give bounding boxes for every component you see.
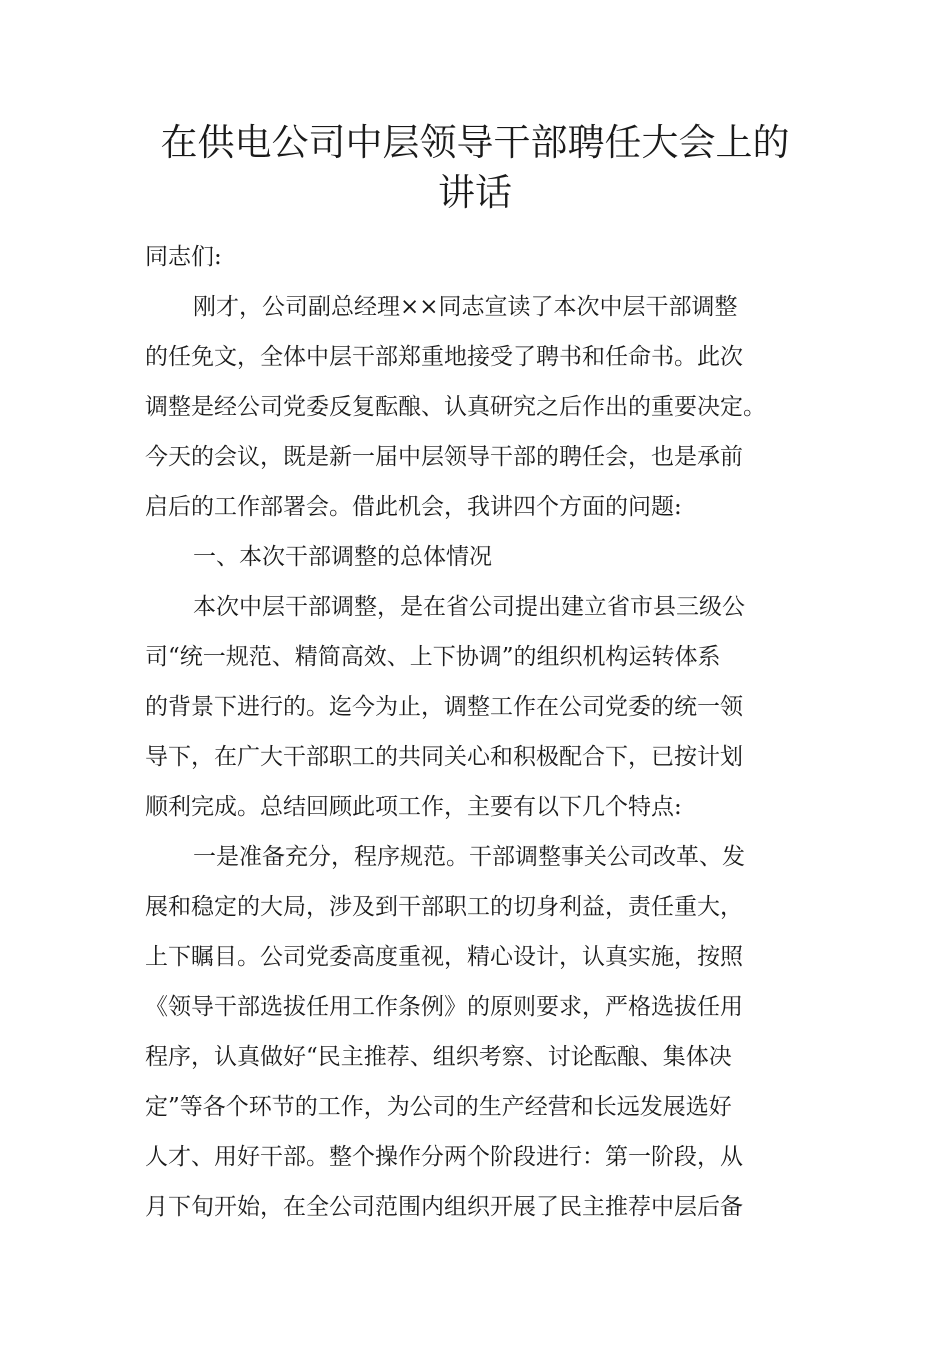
paragraph-line: 刚才，公司副总经理××同志宣读了本次中层干部调整 [193,294,738,320]
paragraph-line: 月下旬开始，在全公司范围内组织开展了民主推荐中层后备 [145,1194,743,1220]
paragraph-line: 上下瞩目。公司党委高度重视，精心设计，认真实施，按照 [145,944,743,970]
paragraph-line: 的背景下进行的。迄今为止，调整工作在公司党委的统一领 [145,694,743,720]
document-title [100,118,850,218]
paragraph-line: 本次中层干部调整，是在省公司提出建立省市县三级公 [193,594,745,620]
section-heading: 一、本次干部调整的总体情况 [193,544,492,570]
paragraph-line: 《领导干部选拔任用工作条例》的原则要求，严格选拔任用 [145,994,743,1020]
salutation: 同志们: [145,244,222,270]
paragraph-line: 启后的工作部署会。借此机会，我讲四个方面的问题: [145,494,682,520]
paragraph-line: 程序，认真做好“民主推荐、组织考察、讨论酝酿、集体决 [145,1044,732,1070]
paragraph-line: 司“统一规范、精简高效、上下协调”的组织机构运转体系 [145,644,721,670]
paragraph-line: 调整是经公司党委反复酝酿、认真研究之后作出的重要决定。 [145,394,766,420]
paragraph-line: 定”等各个环节的工作，为公司的生产经营和长远发展选好 [145,1094,732,1120]
paragraph-line: 的任免文，全体中层干部郑重地接受了聘书和任命书。此次 [145,344,743,370]
paragraph-line: 今天的会议，既是新一届中层领导干部的聘任会，也是承前 [145,444,743,470]
title-line-2: 讲话 [438,171,512,214]
paragraph-line: 人才、用好干部。整个操作分两个阶段进行：第一阶段，从 [145,1144,743,1170]
title-line-1: 在供电公司中层领导干部聘任大会上的 [160,121,790,164]
paragraph-line: 导下，在广大干部职工的共同关心和积极配合下，已按计划 [145,744,743,770]
paragraph-line: 顺利完成。总结回顾此项工作，主要有以下几个特点: [145,794,682,820]
paragraph-line: 一是准备充分，程序规范。干部调整事关公司改革、发 [193,844,745,870]
paragraph-line: 展和稳定的大局，涉及到干部职工的切身利益，责任重大， [145,894,743,920]
